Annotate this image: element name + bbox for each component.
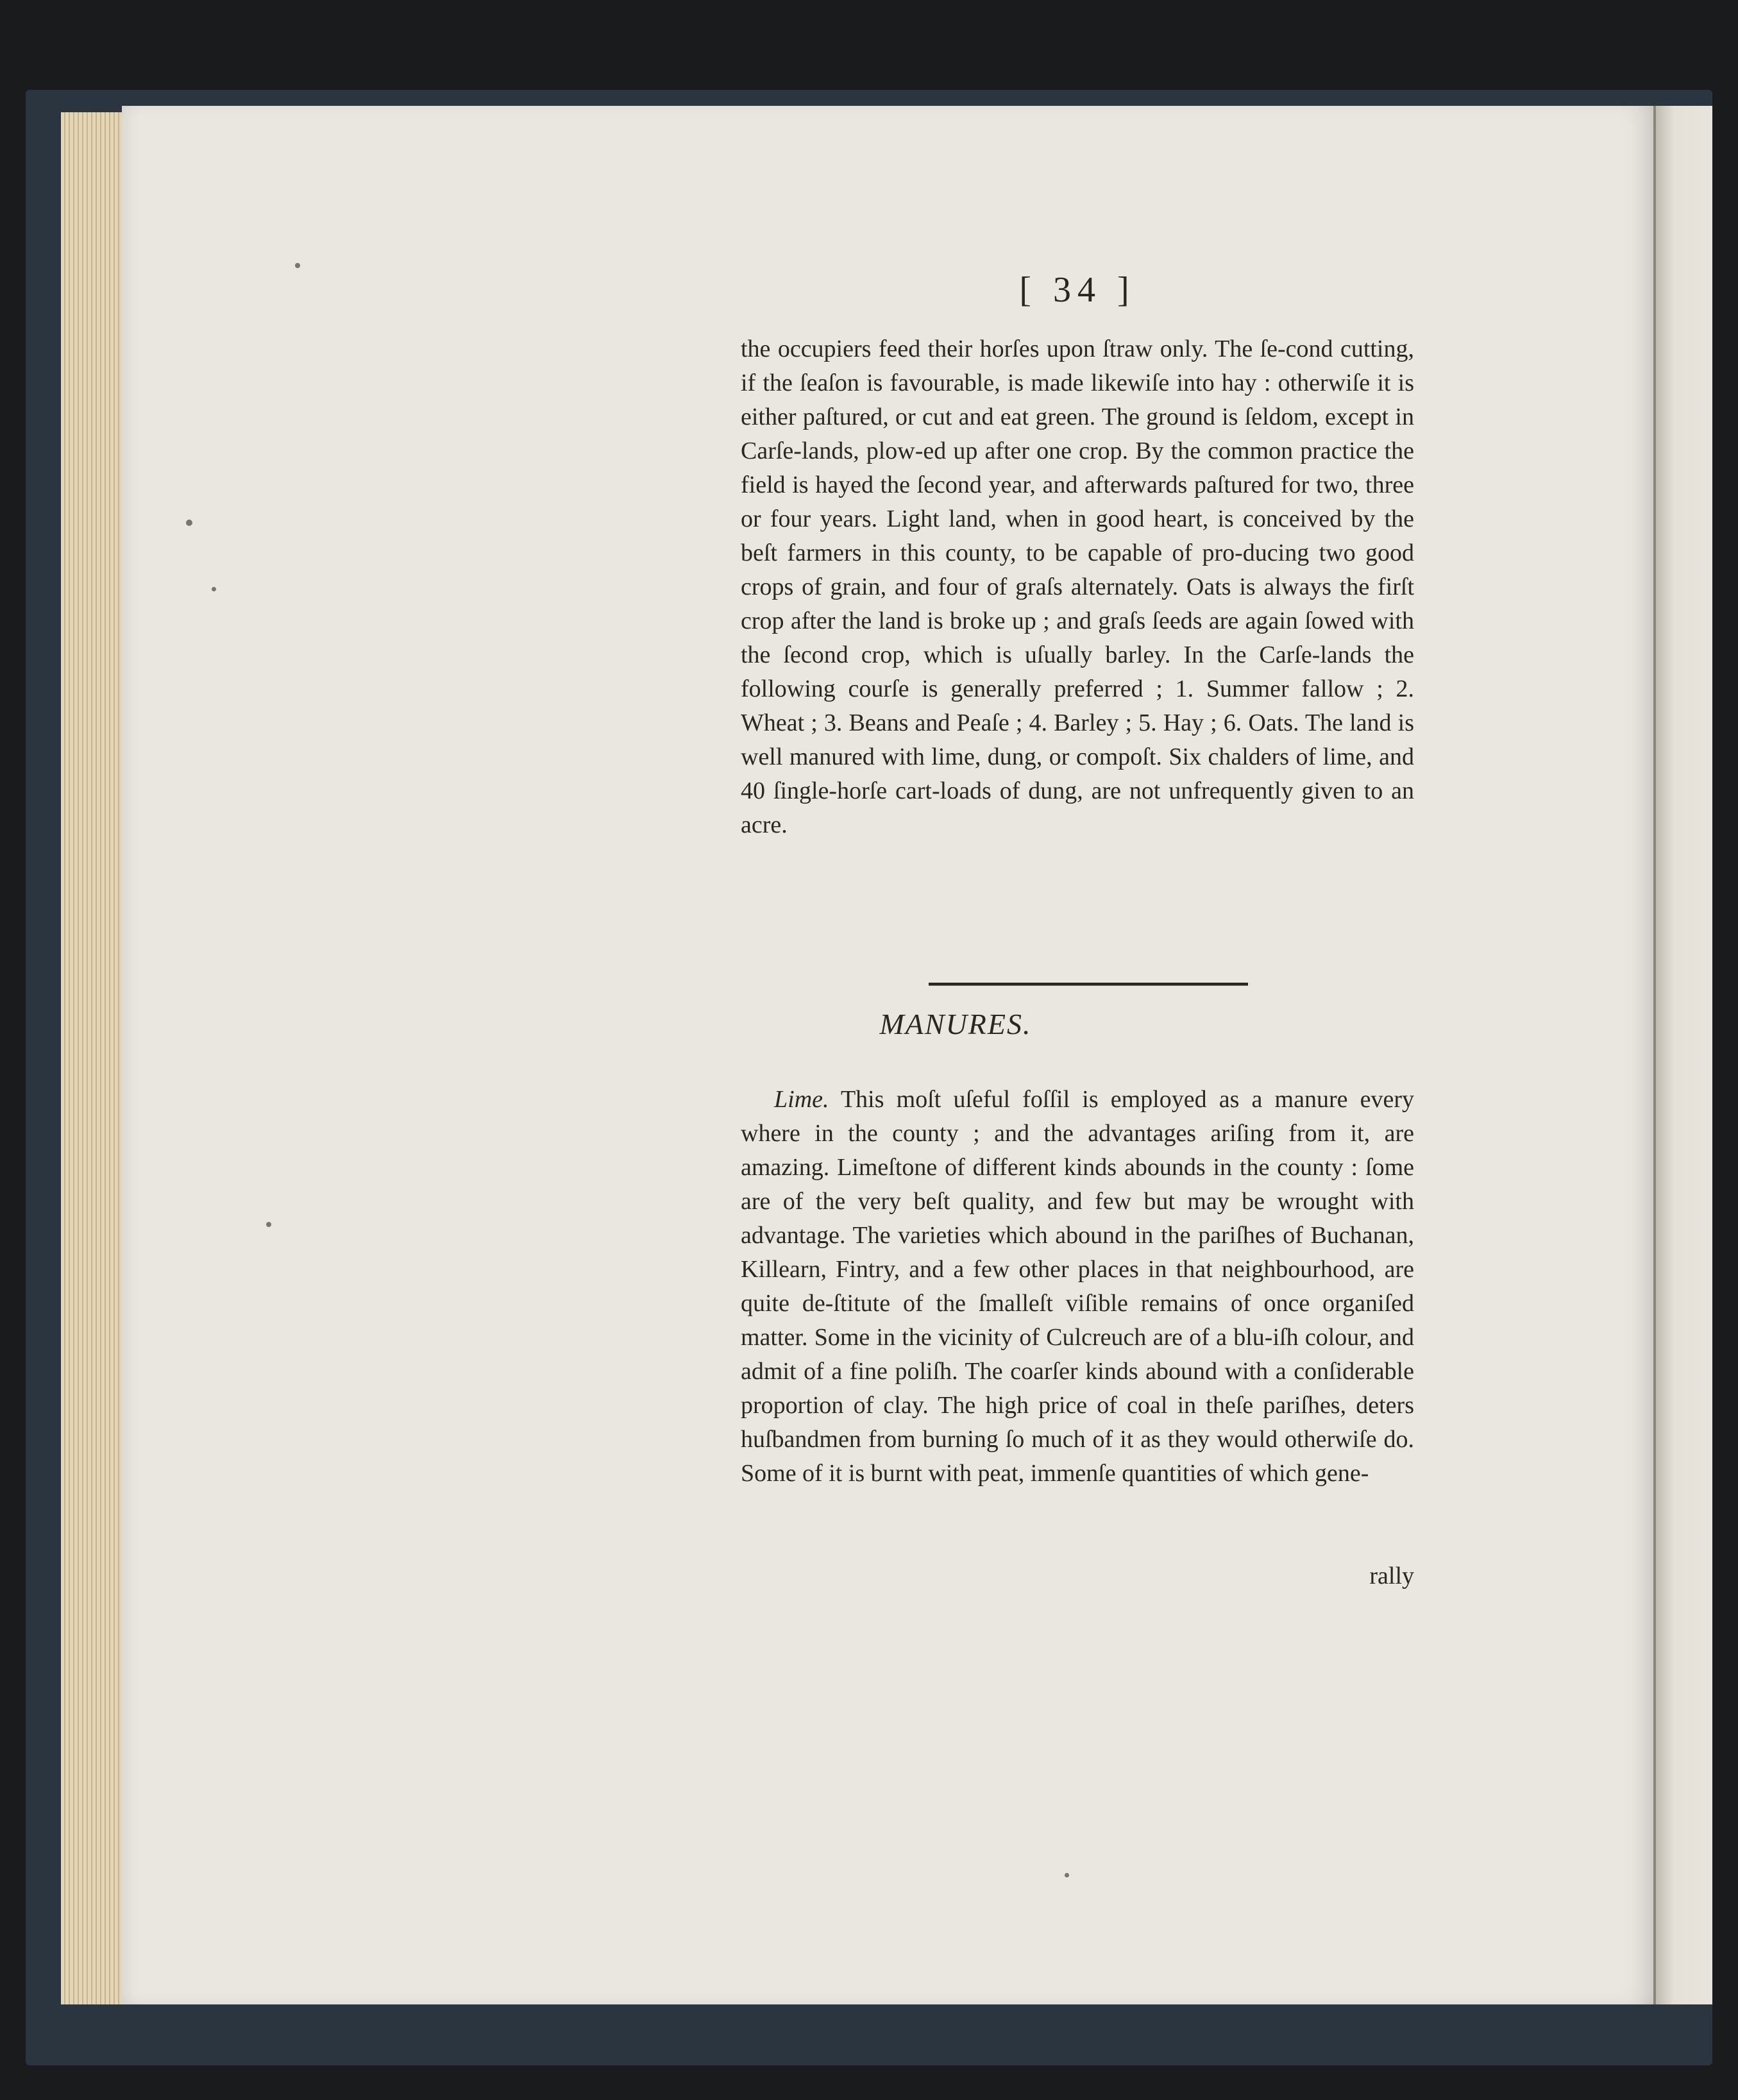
section-divider	[929, 983, 1248, 986]
paragraph-body-1: the occupiers feed their horſes upon ſtraw only. The ſe-cond cutting, if the ſeaſon is favourable, is made likewiſe into hay : otherwiſe it is either paſtured, or cut and eat green. The ground is ſeldom, except in Carſe-lands, plow-ed up after one crop. By the common practice the field is hayed the ſecond year, and afterwards paſtured for two, three or four years. Light land, when in good heart, is conceived by the beſt farmers in this county, to be capable of pro-ducing two good crops of grain, and four of graſs alternately. Oats is always the firſt crop after the land is broke up ; and graſs ſeeds are again ſowed with the ſecond crop, which is uſually barley. In the Carſe-lands the following courſe is generally preferred ; 1. Summer fallow ; 2. Wheat ; 3. Beans and Peaſe ; 4. Barley ; 5. Hay ; 6. Oats. The land is well manured with lime, dung, or compoſt. Six chalders of lime, and 40 ſingle-horſe cart-loads of dung, are not unfrequently given to an acre.	[741, 335, 1414, 838]
book-spine	[1653, 106, 1656, 2004]
facing-page-edge	[1655, 106, 1712, 2004]
paper-speck	[1065, 1873, 1069, 1877]
paper-speck	[186, 520, 192, 526]
paper-speck	[266, 1222, 271, 1227]
page-number: [ 34 ]	[1019, 270, 1136, 310]
paragraph-body-2-text: This moſt uſeful foſſil is employed as a manure every where in the county ; and the advantages ariſing from it, are amazing. Limeſtone of different kinds abounds in the county : ſome are of the very beſt quality, and few but may be wrought with advantage. The varieties which abound in the pariſhes of Buchanan, Killearn, Fintry, and a few other places in that neighbourhood, are quite de-ſtitute of the ſmalleſt viſible remains of once organiſed matter. Some in the vicinity of Culcreuch are of a blu-iſh colour, and admit of a fine poliſh. The coarſer kinds abound with a conſiderable proportion of clay. The high price of coal in theſe pariſhes, deters huſbandmen from burning ſo much of it as they would otherwiſe do. Some of it is burnt with peat, immenſe quantities of which gene-	[741, 1086, 1414, 1487]
paper-speck	[295, 263, 300, 268]
section-heading: MANURES.	[879, 1008, 1032, 1040]
catchword: rally	[1369, 1562, 1414, 1589]
paragraph-body-2	[741, 1083, 1414, 1491]
paragraph-lead-term: Lime.	[774, 1086, 829, 1113]
paper-speck	[212, 587, 216, 591]
page-edges	[61, 112, 125, 2004]
